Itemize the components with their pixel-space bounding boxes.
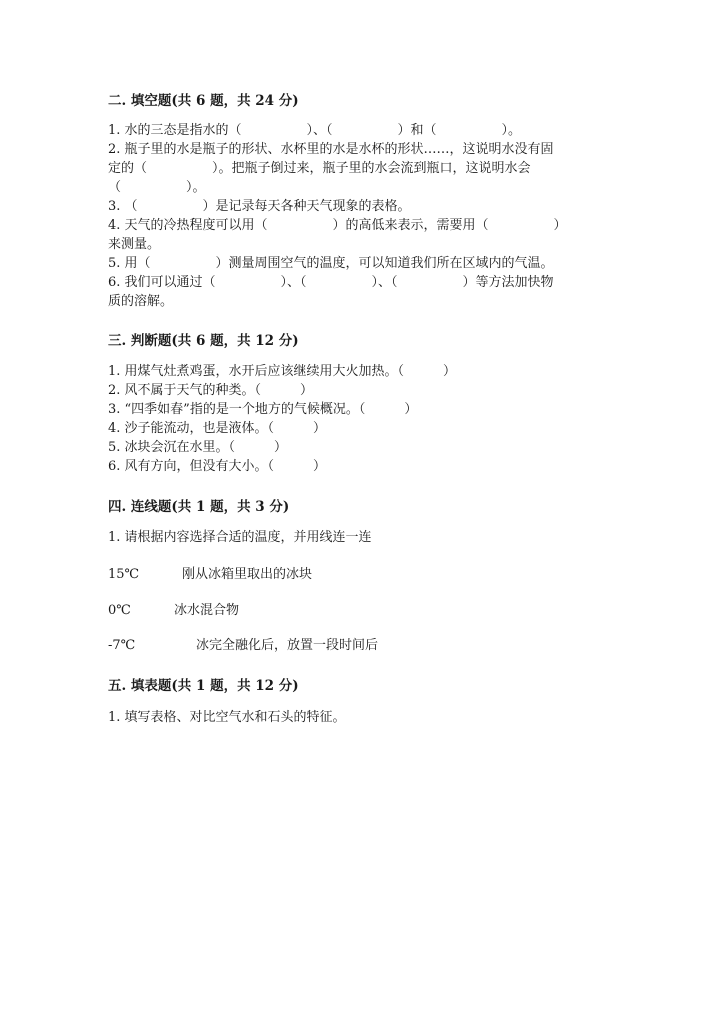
fill-question-1: 1. 水的三态是指水的（ ）、（ ）和（ ）。 — [108, 123, 522, 138]
judge-question-2: 2. 风不属于天气的种类。（ ） — [108, 383, 314, 398]
fill-question-4-line-1: 4. 天气的冷热程度可以用（ ）的高低来表示，需要用（ ） — [108, 218, 567, 233]
section-4-heading: 四. 连线题(共 1 题，共 3 分) — [108, 499, 290, 515]
matching-temp-minus-7: -7℃ — [108, 638, 136, 653]
matching-instruction: 1. 请根据内容选择合适的温度，并用线连一连 — [108, 530, 372, 545]
fill-question-2-line-1: 2. 瓶子里的水是瓶子的形状、水杯里的水是水杯的形状……，这说明水没有固 — [108, 142, 554, 157]
matching-desc-ice-water: 冰水混合物 — [174, 603, 240, 618]
section-2-heading: 二. 填空题(共 6 题，共 24 分) — [108, 93, 299, 109]
section-3-heading: 三. 判断题(共 6 题，共 12 分) — [108, 333, 299, 349]
matching-temp-15: 15℃ — [108, 567, 140, 582]
fill-question-6-line-2: 质的溶解。 — [108, 294, 174, 309]
matching-desc-ice-from-fridge: 刚从冰箱里取出的冰块 — [182, 567, 313, 582]
section-5-heading: 五. 填表题(共 1 题，共 12 分) — [108, 678, 299, 694]
fill-question-6-line-1: 6. 我们可以通过（ ）、（ ）、（ ）等方法加快物 — [108, 275, 554, 290]
matching-temp-0: 0℃ — [108, 603, 131, 618]
fill-question-5: 5. 用（ ）测量周围空气的温度，可以知道我们所在区域内的气温。 — [108, 256, 554, 271]
judge-question-1: 1. 用煤气灶煮鸡蛋，水开后应该继续用大火加热。（ ） — [108, 364, 457, 379]
fill-question-3: 3. （ ）是记录每天各种天气现象的表格。 — [108, 199, 411, 214]
fill-question-2-line-2: 定的（ ）。把瓶子倒过来，瓶子里的水会流到瓶口，这说明水会 — [108, 161, 531, 176]
table-instruction: 1. 填写表格、对比空气水和石头的特征。 — [108, 710, 346, 725]
judge-question-3: 3. “四季如春”指的是一个地方的气候概况。（ ） — [108, 402, 418, 417]
judge-question-5: 5. 冰块会沉在水里。（ ） — [108, 440, 288, 455]
judge-question-4: 4. 沙子能流动，也是液体。（ ） — [108, 421, 327, 436]
fill-question-4-line-2: 来测量。 — [108, 237, 161, 252]
fill-question-2-line-3: （ ）。 — [108, 180, 206, 195]
judge-question-6: 6. 风有方向，但没有大小。（ ） — [108, 459, 327, 474]
matching-desc-melted: 冰完全融化后，放置一段时间后 — [196, 638, 379, 653]
